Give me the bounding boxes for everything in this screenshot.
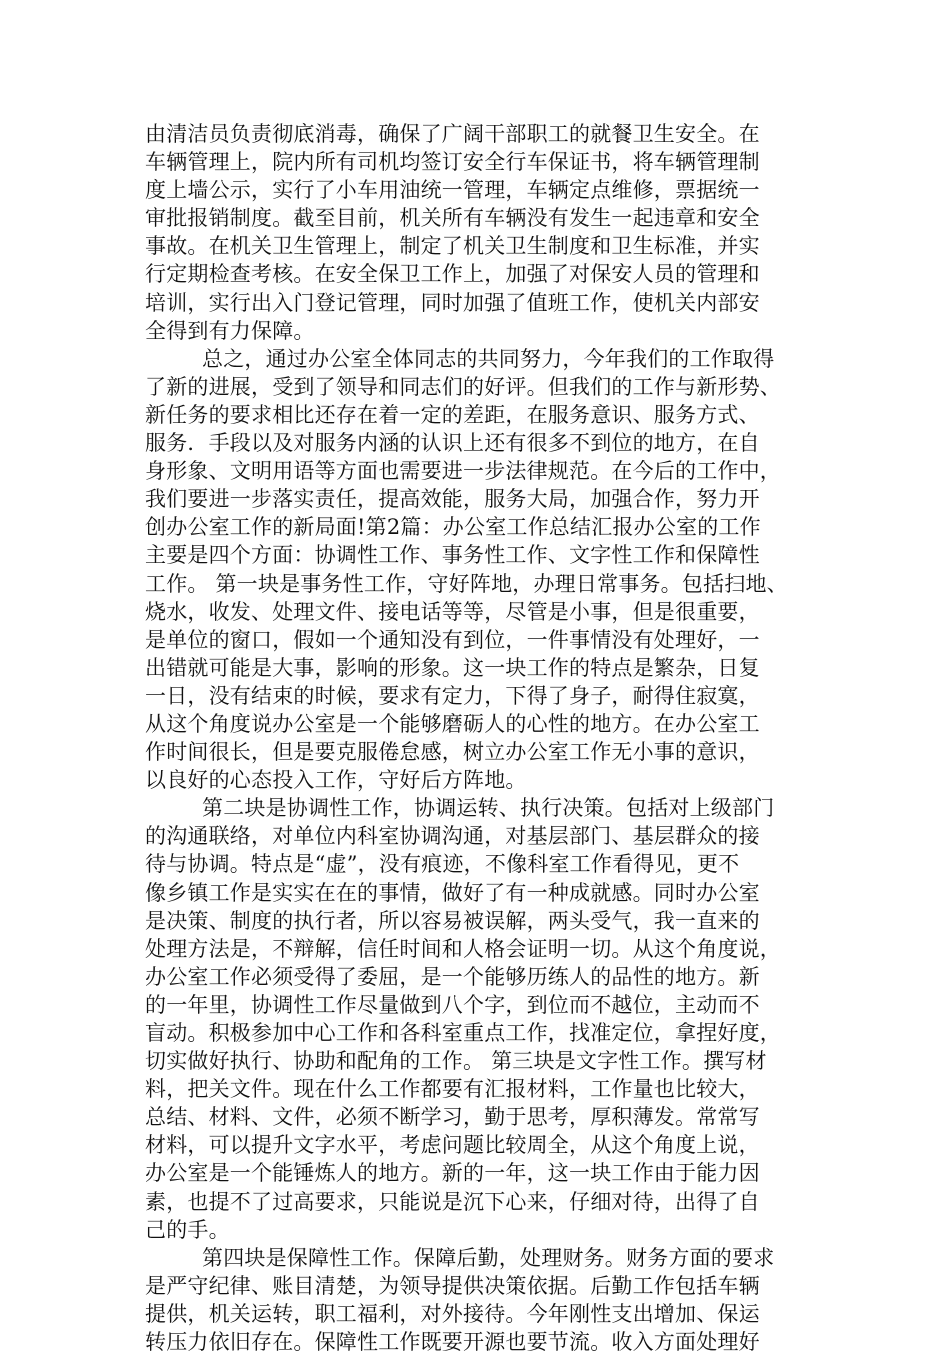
text-line: 是单位的窗口，假如一个通知没有到位，一件事情没有处理好，一 [145,627,760,652]
text-line: 度上墙公示，实行了小车用油统一管理，车辆定点维修，票据统一 [145,178,760,203]
text-line: 的一年里，协调性工作尽量做到八个字，到位而不越位，主动而不 [145,992,760,1017]
text-line: 以良好的心态投入工作，守好后方阵地。 [145,768,527,793]
paragraph-first-line: 第四块是保障性工作。保障后勤，处理财务。财务方面的要求 [202,1245,775,1270]
text-line: 是决策、制度的执行者，所以容易被误解，两头受气，我一直来的 [145,908,760,933]
text-line: 的沟通联络，对单位内科室协调沟通，对基层部门、基层群众的接 [145,824,760,849]
text-line: 创办公室工作的新局面!第2篇：办公室工作总结汇报办公室的工作 [145,515,761,540]
text-line: 一日，没有结束的时候，要求有定力，下得了身子，耐得住寂寞， [145,683,760,708]
text-line: 行定期检查考核。在安全保卫工作上，加强了对保安人员的管理和 [145,262,760,287]
text-line: 像乡镇工作是实实在在的事情，做好了有一种成就感。同时办公室 [145,880,760,905]
text-line: 提供，机关运转，职工福利，对外接待。今年刚性支出增加、保运 [145,1301,760,1326]
text-line: 车辆管理上，院内所有司机均签订安全行车保证书，将车辆管理制 [145,150,760,175]
text-line: 主要是四个方面：协调性工作、事务性工作、文字性工作和保障性 [145,543,760,568]
document-body-text [145,120,811,1356]
text-line: 新任务的要求相比还存在着一定的差距，在服务意识、服务方式、 [145,402,760,427]
text-line: 素，也提不了过高要求，只能说是沉下心来，仔细对待，出得了自 [145,1189,760,1214]
text-line: 办公室工作必须受得了委屈，是一个能够历练人的品性的地方。新 [145,964,760,989]
text-line: 料，把关文件。现在什么工作都要有汇报材料，工作量也比较大， [145,1077,760,1102]
text-line: 处理方法是，不辩解，信任时间和人格会证明一切。从这个角度说， [145,936,781,961]
text-line: 全得到有力保障。 [145,318,315,343]
text-line: 服务．手段以及对服务内涵的认识上还有很多不到位的地方，在自 [145,431,760,456]
text-line: 办公室是一个能锤炼人的地方。新的一年，这一块工作由于能力因 [145,1161,760,1186]
text-line: 审批报销制度。截至目前，机关所有车辆没有发生一起违章和安全 [145,206,760,231]
text-line: 切实做好执行、协助和配角的工作。 第三块是文字性工作。撰写材 [145,1049,767,1074]
text-line: 作时间很长，但是要克服倦怠感，树立办公室工作无小事的意识， [145,740,760,765]
text-line: 盲动。积极参加中心工作和各科室重点工作，找准定位，拿捏好度， [145,1021,781,1045]
text-line: 材料，可以提升文字水平，考虑问题比较周全，从这个角度上说， [145,1133,760,1158]
text-line: 我们要进一步落实责任，提高效能，服务大局，加强合作，努力开 [145,487,760,512]
text-line: 工作。 第一块是事务性工作，守好阵地，办理日常事务。包括扫地、 [145,571,788,596]
paragraph-first-line: 总之，通过办公室全体同志的共同努力，今年我们的工作取得 [202,346,775,371]
paragraph-first-line: 第二块是协调性工作，协调运转、执行决策。包括对上级部门 [202,796,775,821]
text-line: 出错就可能是大事，影响的形象。这一块工作的特点是繁杂，日复 [145,655,760,680]
text-line: 了新的进展，受到了领导和同志们的好评。但我们的工作与新形势、 [145,374,781,399]
text-line: 烧水，收发、处理文件、接电话等等，尽管是小事，但是很重要， [145,599,760,624]
text-line: 身形象、文明用语等方面也需要进一步法律规范。在今后的工作中， [145,459,781,484]
text-line: 总结、材料、文件，必须不断学习，勤于思考，厚积薄发。常常写 [145,1105,760,1130]
text-line: 培训，实行出入门登记管理，同时加强了值班工作，使机关内部安 [145,290,760,315]
text-line: 己的手。 [145,1217,230,1242]
text-line: 是严守纪律、账目清楚，为领导提供决策依据。后勤工作包括车辆 [145,1273,760,1298]
text-line: 待与协调。特点是“虚”，没有痕迹，不像科室工作看得见，更不 [145,852,740,877]
text-line: 事故。在机关卫生管理上，制定了机关卫生制度和卫生标准，并实 [145,234,760,259]
text-line: 从这个角度说办公室是一个能够磨砺人的心性的地方。在办公室工 [145,711,760,736]
text-line: 转压力依旧存在。保障性工作既要开源也要节流。收入方面处理好 [145,1330,760,1355]
text-line: 由清洁员负责彻底消毒，确保了广阔干部职工的就餐卫生安全。在 [145,122,760,146]
